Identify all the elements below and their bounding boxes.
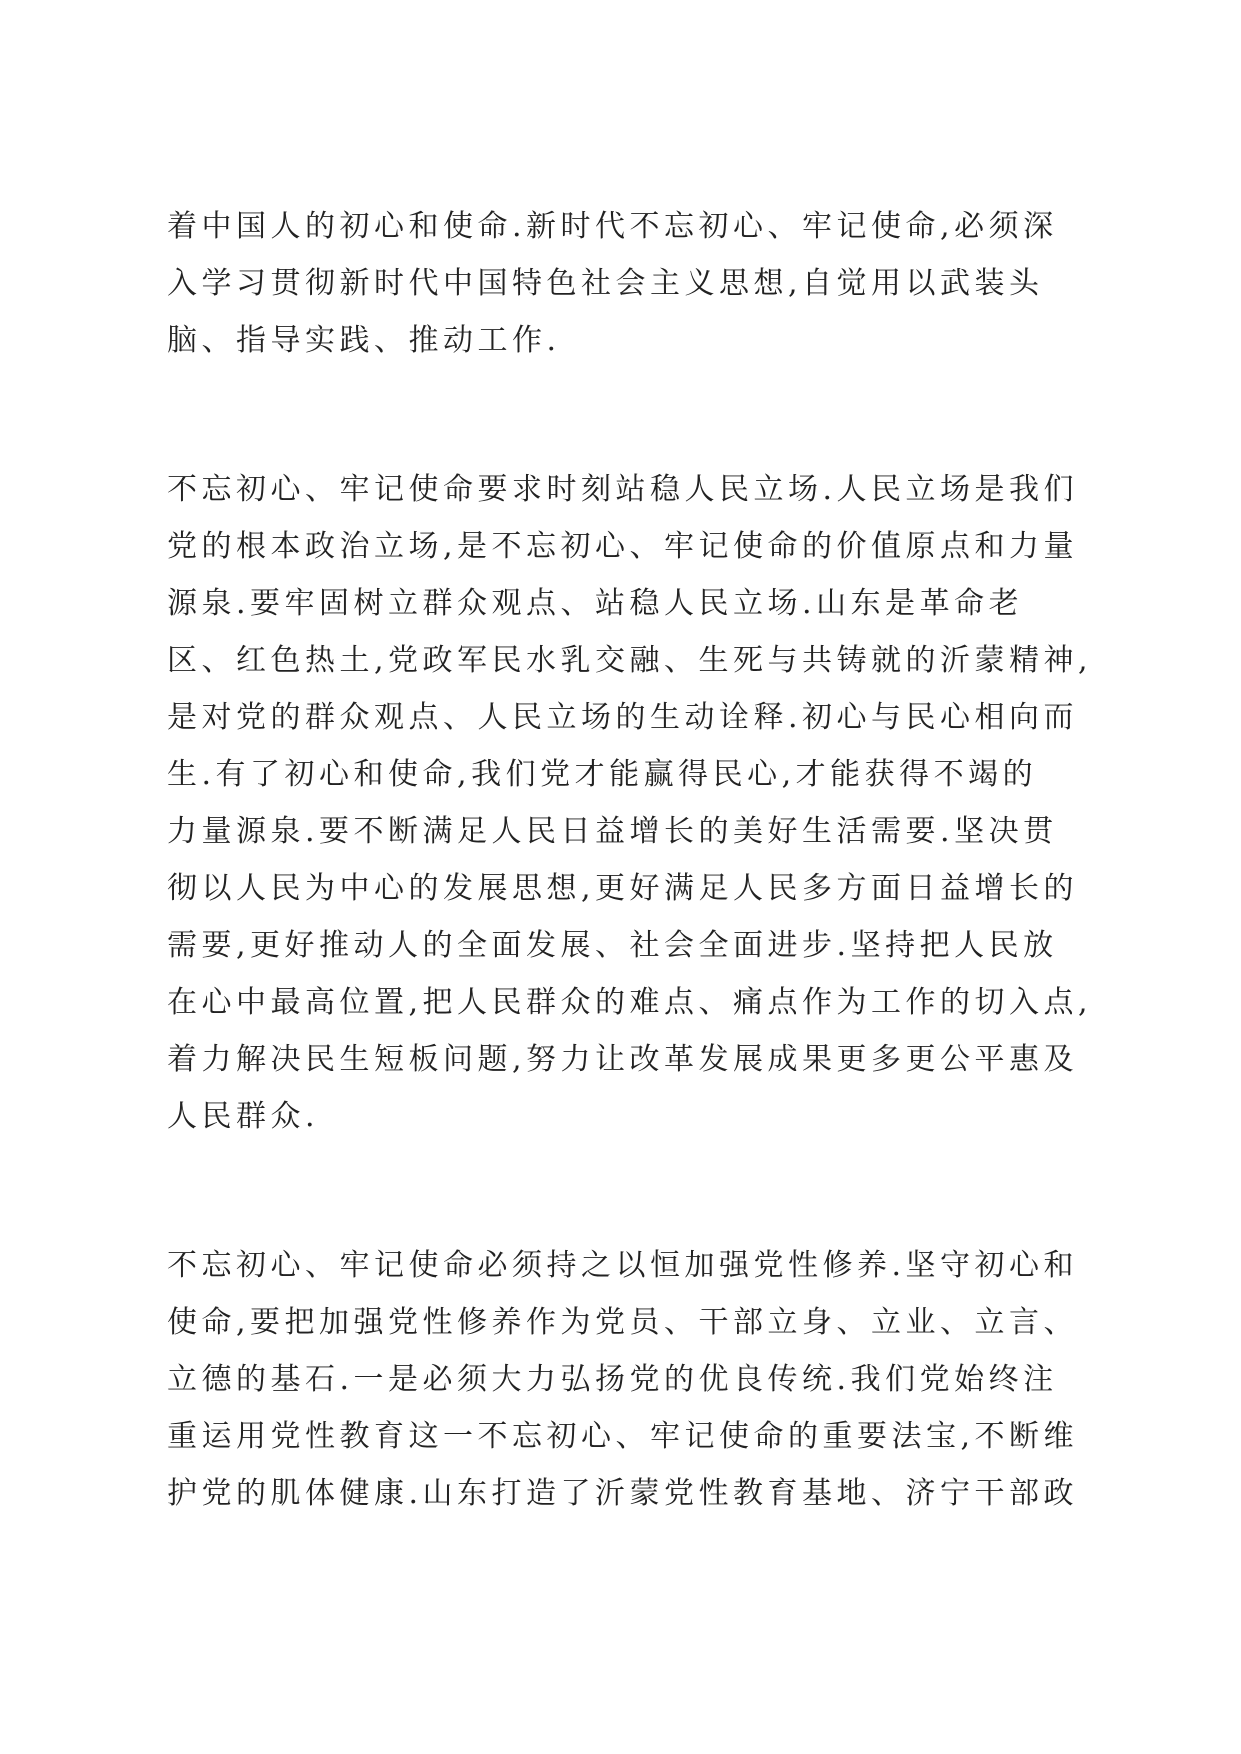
text-line: 重运用党性教育这一不忘初心、牢记使命的重要法宝,不断维 [167, 1419, 1079, 1454]
text-line: 立德的基石.一是必须大力弘扬党的优良传统.我们党始终注 [167, 1362, 1058, 1397]
text-line: 脑、指导实践、推动工作. [167, 323, 561, 358]
text-line: 不忘初心、牢记使命要求时刻站稳人民立场.人民立场是我们 [167, 472, 1079, 507]
text-line: 不忘初心、牢记使命必须持之以恒加强党性修养.坚守初心和 [167, 1248, 1079, 1283]
text-line: 区、红色热土,党政军民水乳交融、生死与共铸就的沂蒙精神, [167, 643, 1093, 678]
text-line: 是对党的群众观点、人民立场的生动诠释.初心与民心相向而 [167, 700, 1079, 735]
text-line: 使命,要把加强党性修养作为党员、干部立身、立业、立言、 [167, 1305, 1079, 1340]
text-line: 党的根本政治立场,是不忘初心、牢记使命的价值原点和力量 [167, 529, 1079, 564]
text-line: 入学习贯彻新时代中国特色社会主义思想,自觉用以武装头 [167, 266, 1044, 301]
text-line: 着力解决民生短板问题,努力让改革发展成果更多更公平惠及 [167, 1042, 1079, 1077]
text-line: 人民群众. [167, 1099, 320, 1134]
text-line: 源泉.要牢固树立群众观点、站稳人民立场.山东是革命老 [167, 586, 1024, 621]
text-line: 彻以人民为中心的发展思想,更好满足人民多方面日益增长的 [167, 871, 1079, 906]
text-line: 在心中最高位置,把人民群众的难点、痛点作为工作的切入点, [167, 985, 1093, 1020]
text-line: 生.有了初心和使命,我们党才能赢得民心,才能获得不竭的 [167, 757, 1038, 792]
text-line: 护党的肌体健康.山东打造了沂蒙党性教育基地、济宁干部政 [167, 1476, 1079, 1511]
text-line: 需要,更好推动人的全面发展、社会全面进步.坚持把人民放 [167, 928, 1058, 963]
text-line: 着中国人的初心和使命.新时代不忘初心、牢记使命,必须深 [167, 209, 1058, 244]
text-line: 力量源泉.要不断满足人民日益增长的美好生活需要.坚决贯 [167, 814, 1058, 849]
